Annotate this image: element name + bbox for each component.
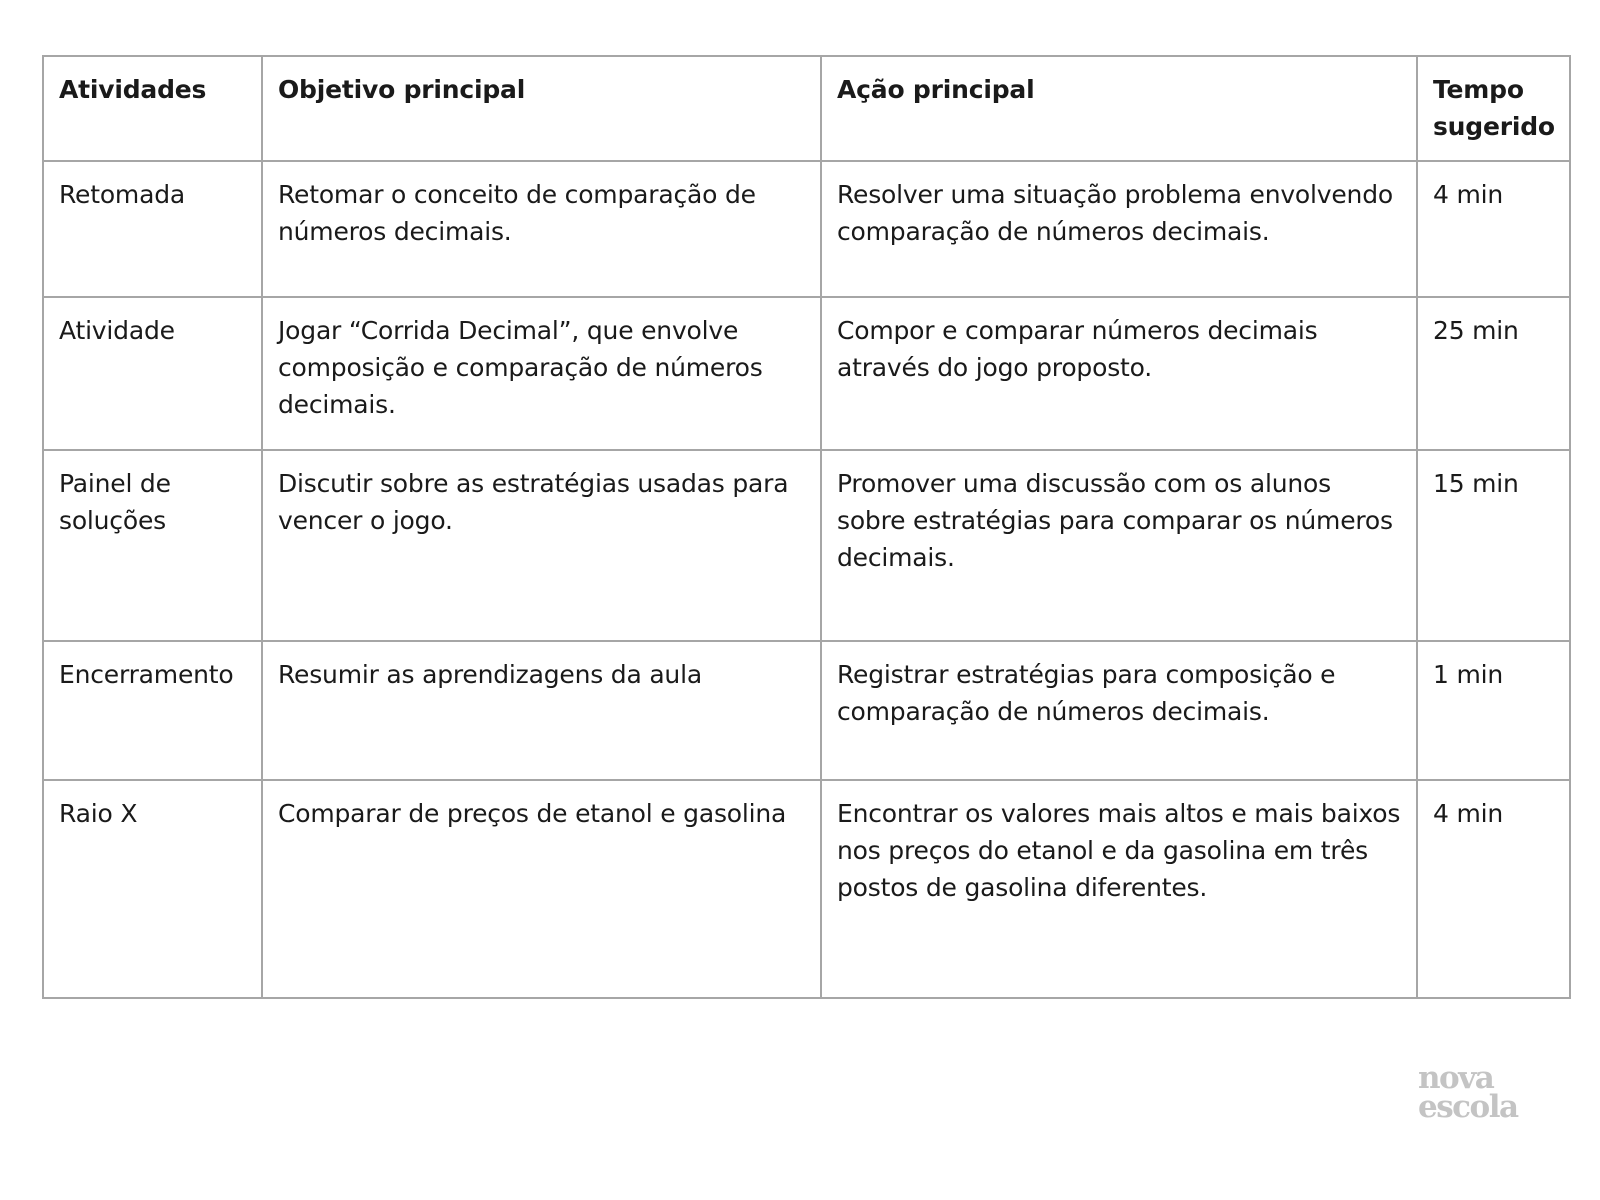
cell-acao: Resolver uma situação problema envolvendo comparação de números decimais. [821, 161, 1417, 297]
nova-escola-logo [1418, 1060, 1538, 1125]
cell-tempo: 4 min [1417, 780, 1570, 998]
cell-atividade: Atividade [43, 297, 262, 450]
table-row [43, 161, 1570, 297]
table-row [43, 641, 1570, 780]
lesson-plan-table [42, 55, 1571, 999]
table-header-row [43, 56, 1570, 161]
header-atividades: Atividades [43, 56, 262, 161]
cell-objetivo: Comparar de preços de etanol e gasolina [262, 780, 821, 998]
cell-tempo: 15 min [1417, 450, 1570, 641]
cell-acao: Registrar estratégias para composição e comparação de números decimais. [821, 641, 1417, 780]
cell-objetivo: Discutir sobre as estratégias usadas para vencer o jogo. [262, 450, 821, 641]
cell-objetivo: Resumir as aprendizagens da aula [262, 641, 821, 780]
cell-atividade: Retomada [43, 161, 262, 297]
table-row [43, 297, 1570, 450]
cell-acao: Encontrar os valores mais altos e mais baixos nos preços do etanol e da gasolina em três postos de gasolina diferentes. [821, 780, 1417, 998]
cell-atividade: Painel de soluções [43, 450, 262, 641]
table-row [43, 780, 1570, 998]
logo-line-escola: escola [1418, 1089, 1518, 1125]
cell-tempo: 1 min [1417, 641, 1570, 780]
cell-tempo: 4 min [1417, 161, 1570, 297]
cell-objetivo: Jogar “Corrida Decimal”, que envolve composição e comparação de números decimais. [262, 297, 821, 450]
header-acao-principal: Ação principal [821, 56, 1417, 161]
header-objetivo-principal: Objetivo principal [262, 56, 821, 161]
cell-objetivo: Retomar o conceito de comparação de números decimais. [262, 161, 821, 297]
header-tempo-sugerido: Tempo sugerido [1417, 56, 1570, 161]
table-row [43, 450, 1570, 641]
cell-tempo: 25 min [1417, 297, 1570, 450]
cell-acao: Compor e comparar números decimais através do jogo proposto. [821, 297, 1417, 450]
logo-line-nova: nova [1418, 1060, 1494, 1096]
cell-atividade: Encerramento [43, 641, 262, 780]
cell-atividade: Raio X [43, 780, 262, 998]
cell-acao: Promover uma discussão com os alunos sobre estratégias para comparar os números decimais. [821, 450, 1417, 641]
